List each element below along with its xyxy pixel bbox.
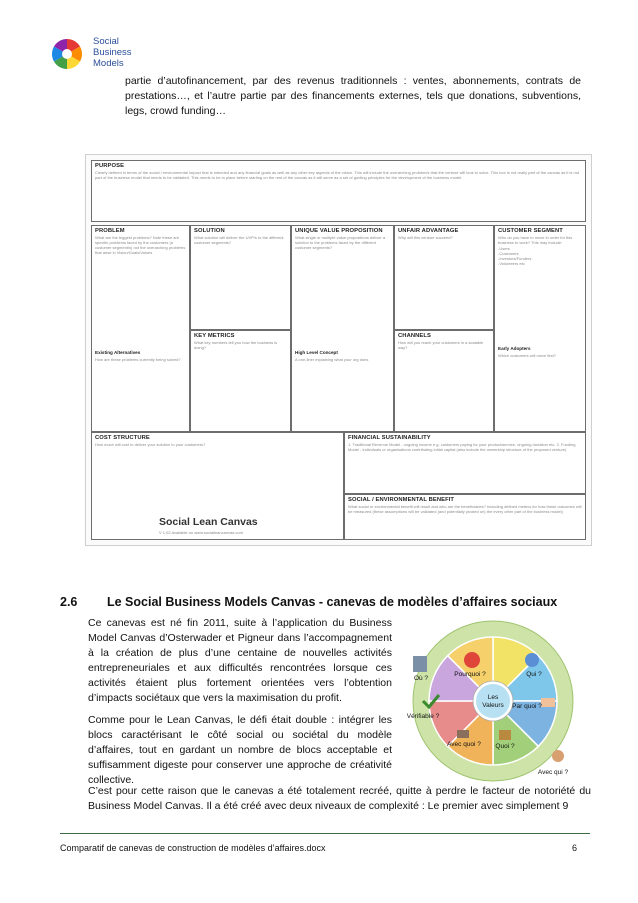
wheel-label-quoi: Quoi ? [495, 743, 515, 750]
paragraph-3: C’est pour cette raison que le canevas a été totalement recréé, quitte à perdre le facteur de notoriété du Business Model Canvas. Il a été créé avec deux niveaux de complexité : Le premier avec simplement 9 [88, 785, 591, 812]
canvas-name: Social Lean Canvas [159, 516, 258, 528]
customer-segment-block: CUSTOMER SEGMENT Who do you have to move in order for this business to work? This may include: -Users -Customers -Investors/Funders -Volunteers etc Early Adopters Which customers will move first? [494, 225, 586, 432]
social-environmental-benefit-block: SOCIAL / ENVIRONMENTAL BENEFIT What social or environmental benefit will result and who are the beneficiaries? Including defined metrics for how these outcomes will be measured (these assumptions will be validated (and potentially pivoted on) the every other part of the business model) [344, 494, 586, 540]
solution-block: SOLUTION What solution will deliver the UVP/s to the different customer segments? [190, 225, 291, 330]
unique-value-proposition-block: UNIQUE VALUE PROPOSITION What single or multiple value propositions deliver a solution to the problems faced by the different customer segments? High Level Concept A one-liner explaining what your org does [291, 225, 394, 432]
unfair-advantage-block: UNFAIR ADVANTAGE Why will this venture succeed? [394, 225, 494, 330]
wheel-label-qui: Qui ? [526, 671, 542, 678]
section-title: Le Social Business Models Canvas - canevas de modèles d’affaires sociaux [107, 595, 558, 609]
key-metrics-block: KEY METRICS What key numbers tell you how the business is doing? [190, 330, 291, 432]
section-number: 2.6 [60, 595, 78, 609]
building-icon [413, 656, 427, 672]
people-icon [525, 653, 539, 667]
social-business-models-wheel [393, 618, 593, 783]
svg-text:Valeurs: Valeurs [482, 702, 504, 709]
problem-block: PROBLEM What are the biggest problems? Note these are specific problems faced by the customers (a customer segment/s) not the overarching problems that arise in Vision/Goals/Values Existing Alternatives How are these problems currently being solved? [91, 225, 190, 432]
wheel-label-ou: Où ? [413, 675, 429, 682]
channels-block: CHANNELS How will you reach your customers in a scalable way? [394, 330, 494, 432]
social-lean-canvas-figure [85, 154, 592, 546]
canvas-credit: V 1.02 Available on www.socialleancanvas.com [159, 530, 243, 535]
wheel-label-avec-qui: Avec qui ? [537, 769, 569, 776]
financial-sustainability-block: FINANCIAL SUSTAINABILITY 1. Traditional Revenue Model - ongoing income e.g. customers paying for your product/service, ongoing donation etc. 2. Funding Model - individuals or organisations contributing initial capital (also include the ownership structure of the proposed venture) [344, 432, 586, 494]
tools-icon [457, 730, 469, 738]
hands-icon [541, 698, 555, 707]
wheel-label-avec-quoi: Avec quoi ? [447, 741, 481, 748]
purpose-block: PURPOSE Clearly defined in terms of the social / environmental impact that is intended and any financial goals as well as any other key aspects of the vision. This will include the overarching problem/s that the venture will look to solve. This box is not really part of the canvas as it is not part of the business model that needs to be validated. This needs to be in place before starting on the rest of the canvas as it will serve as a set of guiding principles for the development of the business model. [91, 160, 586, 222]
intro-paragraph: partie d’autofinancement, par des revenus traditionnels : ventes, abonnements, contrats de prestations…, et l’autre partie par des financements externes, tels que donations, subventions, legs, crowd funding… [125, 75, 581, 117]
footer-page-number: 6 [572, 843, 578, 853]
wheel-label-par-quoi: Par quoi ? [512, 703, 542, 710]
paragraph-2: Comme pour le Lean Canvas, le défi était double : intégrer les blocs caractérisant le côté social ou sociétal du modèle d’affaires, tout en gardant un nombre de blocs acceptable et suffisamment digeste pour conserver une approche de créativité collective. [88, 714, 392, 786]
paragraph-1: Ce canevas est né fin 2011, suite à l’application du Business Model Canvas d’Osterwader et Pigneur dans l’accompagnement à la création de plus d’une centaine de nouvelles activités entrepreneuriales et aux difficultés rencontrées lorsque ces activités étaient plus fortement orientées vers l’obtention d’impacts sociétaux que vers la maximisation du profit. [88, 617, 392, 704]
question-mark-icon [464, 652, 480, 668]
logo-text: Social Business Models [93, 36, 132, 69]
svg-text:Les: Les [487, 694, 499, 701]
footer-divider [60, 833, 590, 834]
box-icon [499, 730, 511, 740]
footer-document-name: Comparatif de canevas de construction de modèles d’affaires.docx [60, 843, 326, 853]
cost-structure-block: COST STRUCTURE How much will cost to deliver your solution to your customers? [91, 432, 344, 540]
wheel-label-pourquoi: Pourquoi ? [454, 671, 486, 678]
handshake-icon [552, 750, 564, 762]
wheel-label-verifiable: Vérifiable ? [406, 713, 440, 720]
